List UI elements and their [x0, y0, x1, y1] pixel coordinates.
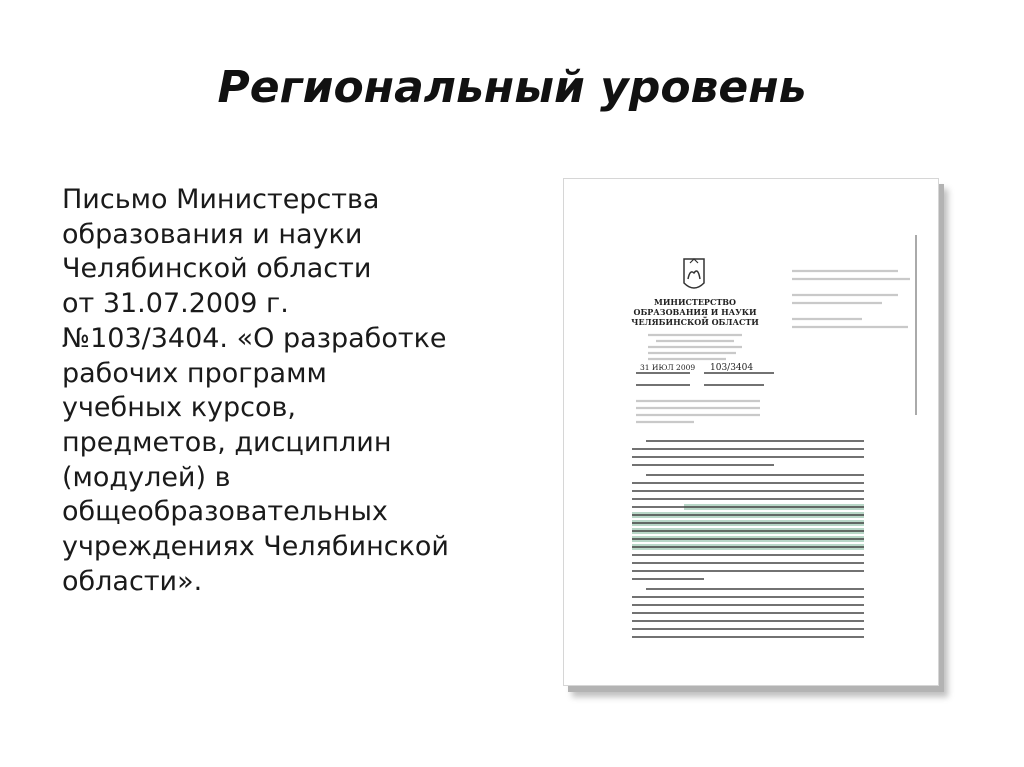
recipient-block	[792, 235, 916, 415]
body-line: общеобразовательных	[62, 496, 388, 528]
body-line: Письмо Министерства	[62, 184, 380, 215]
slide-body-text	[62, 183, 532, 599]
body-line: (модулей) в	[62, 461, 231, 493]
body-line: Челябинской области	[62, 253, 372, 285]
body-line: образования и науки	[62, 218, 363, 250]
letter-body-text	[632, 441, 864, 637]
letterhead-address	[648, 335, 742, 359]
letterhead-line: ОБРАЗОВАНИЯ И НАУКИ	[633, 307, 757, 317]
body-line: №103/3404. «О разработке	[62, 322, 447, 354]
body-line: рабочих программ	[62, 357, 327, 389]
subject-block	[636, 401, 760, 422]
body-line: предметов, дисциплин	[62, 426, 392, 458]
slide-title: Региональный уровень	[217, 62, 807, 113]
coat-of-arms-icon	[684, 259, 704, 288]
letterhead-line: ЧЕЛЯБИНСКОЙ ОБЛАСТИ	[631, 317, 759, 327]
body-line: от 31.07.2009 г.	[62, 288, 289, 320]
body-line: области».	[62, 565, 203, 597]
number-stamp: 103/3404	[710, 363, 754, 373]
body-line: учебных курсов,	[62, 392, 297, 424]
scanned-letter-image	[563, 178, 939, 686]
date-stamp: 31 ИЮЛ 2009	[640, 363, 696, 372]
body-line: учреждениях Челябинской	[62, 531, 449, 563]
letterhead-line: МИНИСТЕРСТВО	[653, 297, 737, 307]
